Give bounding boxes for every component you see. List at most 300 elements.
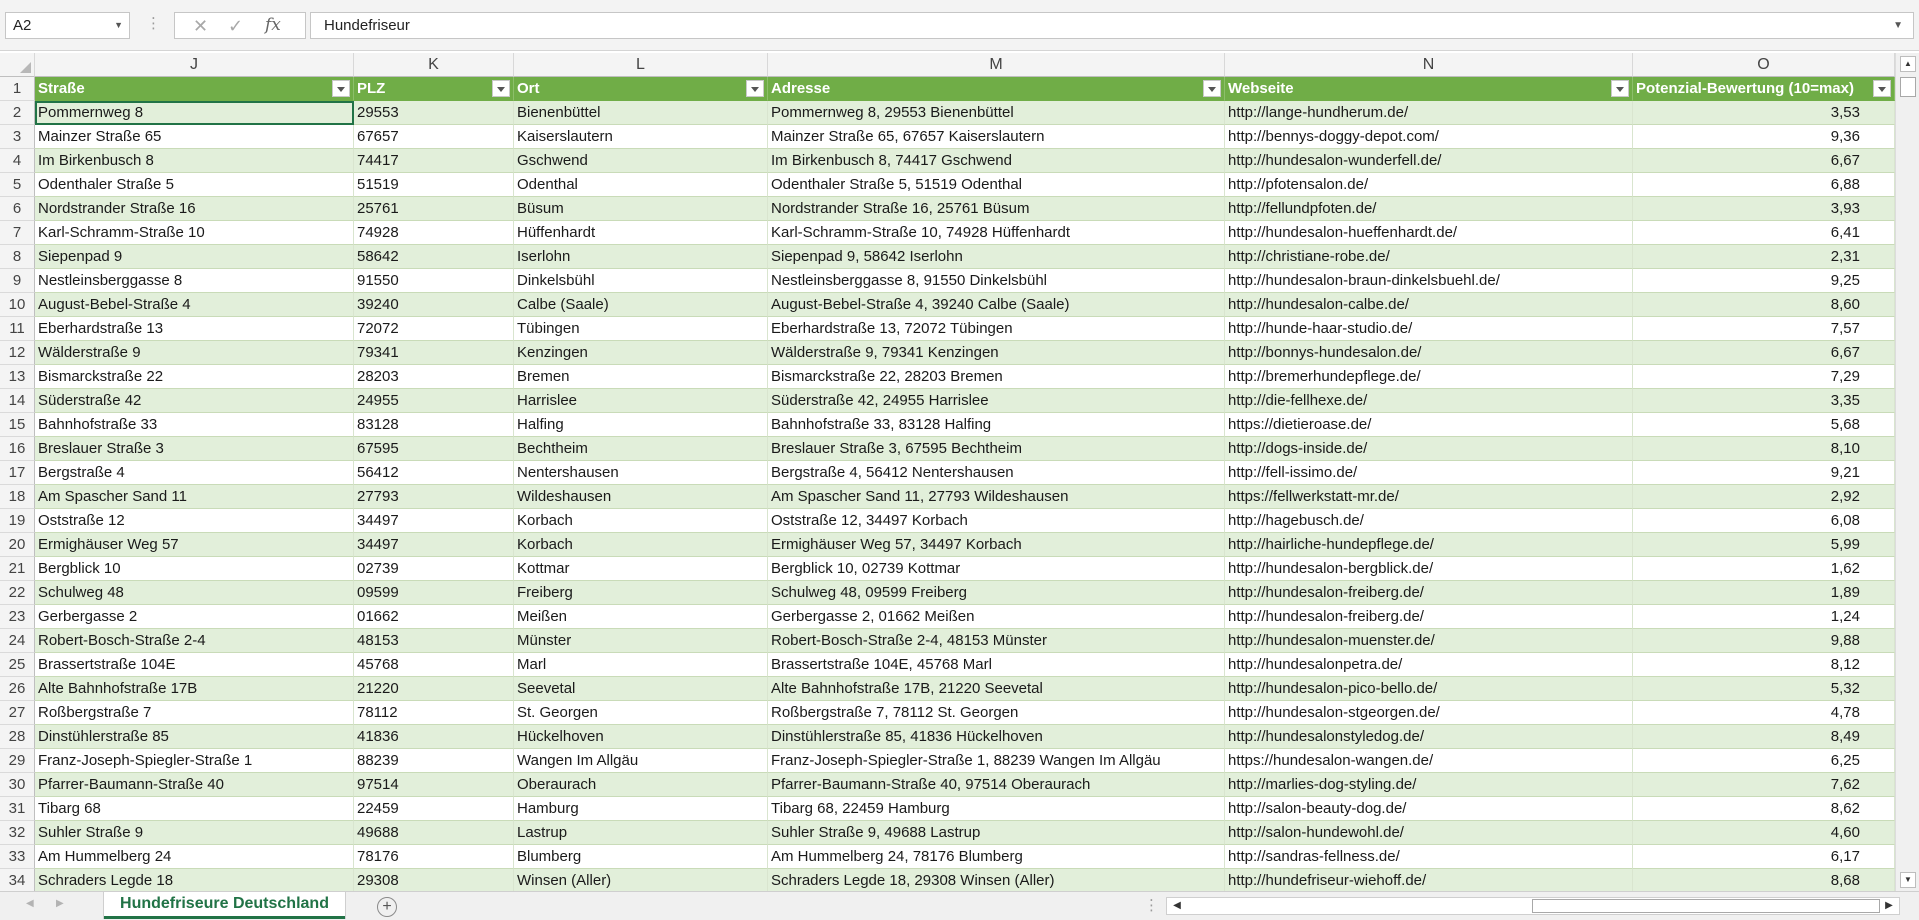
filter-dropdown-icon[interactable]: [332, 80, 350, 97]
vertical-scroll-thumb[interactable]: [1900, 77, 1916, 97]
table-cell[interactable]: [768, 557, 1225, 581]
table-cell[interactable]: [354, 413, 514, 437]
row-number[interactable]: 28: [0, 725, 35, 749]
table-cell[interactable]: [768, 413, 1225, 437]
table-cell[interactable]: [354, 245, 514, 269]
table-cell[interactable]: [354, 773, 514, 797]
scroll-left-icon[interactable]: ◀: [1173, 900, 1181, 911]
table-cell[interactable]: [1633, 869, 1895, 891]
table-cell[interactable]: [514, 125, 768, 149]
table-cell[interactable]: [354, 509, 514, 533]
row-number[interactable]: 19: [0, 509, 35, 533]
table-cell[interactable]: [354, 221, 514, 245]
table-cell[interactable]: [514, 269, 768, 293]
next-sheet-icon[interactable]: ▶: [56, 898, 64, 909]
table-cell[interactable]: [1633, 197, 1895, 221]
table-cell[interactable]: [1633, 365, 1895, 389]
table-cell[interactable]: [514, 485, 768, 509]
row-number[interactable]: 11: [0, 317, 35, 341]
table-cell[interactable]: [1225, 125, 1633, 149]
cell-text: http://hundesalonstyledog.de/: [1228, 728, 1424, 745]
table-cell[interactable]: [768, 317, 1225, 341]
table-cell[interactable]: [768, 341, 1225, 365]
table-cell[interactable]: [35, 389, 354, 413]
table-cell[interactable]: [354, 581, 514, 605]
table-cell[interactable]: [354, 197, 514, 221]
table-cell[interactable]: [35, 797, 354, 821]
table-cell[interactable]: [1225, 341, 1633, 365]
table-cell[interactable]: [768, 461, 1225, 485]
row-number[interactable]: 7: [0, 221, 35, 245]
table-cell[interactable]: [35, 773, 354, 797]
table-cell[interactable]: [1633, 629, 1895, 653]
table-cell[interactable]: [35, 101, 354, 125]
table-cell[interactable]: [1225, 293, 1633, 317]
table-cell[interactable]: [768, 125, 1225, 149]
table-cell[interactable]: [354, 389, 514, 413]
table-cell[interactable]: [1225, 677, 1633, 701]
sheet-tab-bar: [0, 891, 1919, 920]
table-cell[interactable]: [1633, 461, 1895, 485]
table-cell[interactable]: [35, 461, 354, 485]
table-cell[interactable]: [514, 797, 768, 821]
table-cell[interactable]: [768, 221, 1225, 245]
table-cell[interactable]: [1633, 749, 1895, 773]
table-cell[interactable]: [1633, 485, 1895, 509]
table-cell[interactable]: [768, 701, 1225, 725]
table-cell[interactable]: [35, 821, 354, 845]
table-cell[interactable]: [768, 821, 1225, 845]
table-cell[interactable]: [1225, 797, 1633, 821]
table-cell[interactable]: [768, 629, 1225, 653]
name-box[interactable]: [5, 12, 130, 39]
table-cell[interactable]: [35, 317, 354, 341]
table-cell[interactable]: [768, 797, 1225, 821]
table-cell[interactable]: [514, 293, 768, 317]
filter-dropdown-icon[interactable]: [1203, 80, 1221, 97]
more-options-icon[interactable]: ⋮: [146, 15, 161, 32]
table-cell[interactable]: [1225, 509, 1633, 533]
table-cell[interactable]: [514, 461, 768, 485]
table-cell[interactable]: [1225, 773, 1633, 797]
row-number[interactable]: 1: [0, 77, 35, 101]
table-cell[interactable]: [768, 269, 1225, 293]
table-cell[interactable]: [1225, 365, 1633, 389]
table-cell[interactable]: [35, 605, 354, 629]
table-cell[interactable]: [1225, 461, 1633, 485]
table-cell[interactable]: [1225, 821, 1633, 845]
cell-text: http://hundesalon-braun-dinkelsbuehl.de/: [1228, 272, 1500, 289]
row-number[interactable]: 9: [0, 269, 35, 293]
column-header-k[interactable]: K: [354, 53, 514, 77]
table-cell[interactable]: [768, 245, 1225, 269]
row-number[interactable]: 31: [0, 797, 35, 821]
row-number[interactable]: 6: [0, 197, 35, 221]
table-cell[interactable]: [768, 149, 1225, 173]
column-title-cell[interactable]: [768, 77, 1225, 101]
previous-sheet-icon[interactable]: ◀: [26, 898, 34, 909]
table-cell[interactable]: [514, 581, 768, 605]
row-number[interactable]: 21: [0, 557, 35, 581]
table-cell[interactable]: [35, 413, 354, 437]
table-cell[interactable]: [35, 845, 354, 869]
row-number[interactable]: 10: [0, 293, 35, 317]
table-cell[interactable]: [35, 677, 354, 701]
column-title-cell[interactable]: [1225, 77, 1633, 101]
cell-text: 8,68: [1830, 872, 1860, 889]
table-cell[interactable]: [1633, 173, 1895, 197]
cell-text: http://hundesalon-freiberg.de/: [1228, 584, 1424, 601]
row-number[interactable]: 16: [0, 437, 35, 461]
filter-dropdown-icon[interactable]: [746, 80, 764, 97]
cell-text: http://hundefriseur-wiehoff.de/: [1228, 872, 1427, 889]
table-cell[interactable]: [1225, 701, 1633, 725]
table-row: [0, 173, 1895, 197]
table-cell[interactable]: [768, 365, 1225, 389]
row-number[interactable]: 8: [0, 245, 35, 269]
table-cell[interactable]: [514, 173, 768, 197]
table-cell[interactable]: [1633, 797, 1895, 821]
table-cell[interactable]: [768, 293, 1225, 317]
table-cell[interactable]: [1633, 149, 1895, 173]
column-header-o[interactable]: O: [1633, 53, 1895, 77]
table-cell[interactable]: [1633, 773, 1895, 797]
filter-dropdown-icon[interactable]: [1611, 80, 1629, 97]
table-cell[interactable]: [768, 725, 1225, 749]
function-icon[interactable]: fx: [265, 15, 281, 35]
table-cell[interactable]: [768, 197, 1225, 221]
table-cell[interactable]: [514, 365, 768, 389]
cell-text: Potenzial-Bewertung (10=max): [1636, 80, 1854, 97]
table-cell[interactable]: [35, 509, 354, 533]
table-cell[interactable]: [35, 245, 354, 269]
table-cell[interactable]: [1633, 821, 1895, 845]
table-cell[interactable]: [514, 197, 768, 221]
table-cell[interactable]: [354, 437, 514, 461]
table-cell[interactable]: [768, 677, 1225, 701]
table-cell[interactable]: [514, 101, 768, 125]
table-cell[interactable]: [1633, 293, 1895, 317]
row-number[interactable]: 18: [0, 485, 35, 509]
table-row: [0, 101, 1895, 125]
row-number[interactable]: 25: [0, 653, 35, 677]
table-cell[interactable]: [354, 101, 514, 125]
cell-text: 6,25: [1830, 752, 1860, 769]
expand-formula-icon[interactable]: ▼: [1893, 20, 1903, 31]
table-cell[interactable]: [1633, 653, 1895, 677]
table-cell[interactable]: [1225, 845, 1633, 869]
row-number[interactable]: 15: [0, 413, 35, 437]
table-cell[interactable]: [514, 701, 768, 725]
filter-dropdown-icon[interactable]: [1873, 80, 1891, 97]
table-cell[interactable]: [514, 869, 768, 891]
row-number[interactable]: 23: [0, 605, 35, 629]
table-cell[interactable]: [35, 701, 354, 725]
row-number[interactable]: 13: [0, 365, 35, 389]
table-cell[interactable]: [1633, 101, 1895, 125]
check-icon[interactable]: ✓: [228, 16, 244, 36]
table-cell[interactable]: [768, 389, 1225, 413]
table-cell[interactable]: [354, 653, 514, 677]
select-all-button[interactable]: [0, 53, 35, 77]
table-cell[interactable]: [35, 365, 354, 389]
cell-text: Pfarrer-Baumann-Straße 40, 97514 Oberaurach: [771, 776, 1091, 793]
table-cell[interactable]: [768, 101, 1225, 125]
cell-text: Schulweg 48, 09599 Freiberg: [771, 584, 967, 601]
table-cell[interactable]: [1633, 125, 1895, 149]
table-cell[interactable]: [514, 629, 768, 653]
table-cell[interactable]: [514, 821, 768, 845]
table-cell[interactable]: [1633, 413, 1895, 437]
table-cell[interactable]: [514, 845, 768, 869]
table-cell[interactable]: [1225, 173, 1633, 197]
table-cell[interactable]: [1225, 725, 1633, 749]
table-cell[interactable]: [35, 293, 354, 317]
table-cell[interactable]: [1225, 149, 1633, 173]
table-cell[interactable]: [354, 533, 514, 557]
table-cell[interactable]: [514, 389, 768, 413]
table-cell[interactable]: [35, 269, 354, 293]
table-cell[interactable]: [1225, 197, 1633, 221]
table-cell[interactable]: [768, 773, 1225, 797]
table-cell[interactable]: [35, 581, 354, 605]
table-cell[interactable]: [1633, 437, 1895, 461]
table-cell[interactable]: [354, 269, 514, 293]
more-options-icon[interactable]: ⋮: [1144, 897, 1159, 914]
table-cell[interactable]: [514, 677, 768, 701]
table-cell[interactable]: [354, 701, 514, 725]
cell-text: Wälderstraße 9: [38, 344, 141, 361]
table-cell[interactable]: [35, 149, 354, 173]
row-number[interactable]: 34: [0, 869, 35, 891]
table-cell[interactable]: [1633, 845, 1895, 869]
horizontal-scrollbar[interactable]: [1166, 897, 1900, 915]
table-cell[interactable]: [35, 485, 354, 509]
table-cell[interactable]: [1633, 581, 1895, 605]
table-cell[interactable]: [35, 869, 354, 891]
table-cell[interactable]: [35, 653, 354, 677]
table-cell[interactable]: [1225, 869, 1633, 891]
table-row: [0, 869, 1895, 891]
table-cell[interactable]: [768, 173, 1225, 197]
table-cell[interactable]: [35, 341, 354, 365]
table-cell[interactable]: [1225, 437, 1633, 461]
table-cell[interactable]: [514, 509, 768, 533]
row-number[interactable]: 14: [0, 389, 35, 413]
chevron-down-icon[interactable]: ▼: [114, 20, 123, 30]
column-header-l[interactable]: L: [514, 53, 768, 77]
table-cell[interactable]: [1225, 557, 1633, 581]
table-cell[interactable]: [354, 149, 514, 173]
table-cell[interactable]: [1225, 485, 1633, 509]
table-cell[interactable]: [354, 725, 514, 749]
table-cell[interactable]: [35, 173, 354, 197]
table-cell[interactable]: [354, 845, 514, 869]
row-number[interactable]: 17: [0, 461, 35, 485]
table-cell[interactable]: [35, 197, 354, 221]
table-cell[interactable]: [354, 173, 514, 197]
table-cell[interactable]: [768, 653, 1225, 677]
close-icon[interactable]: ✕: [193, 16, 209, 36]
cell-text: 5,32: [1830, 680, 1860, 697]
table-cell[interactable]: [1225, 221, 1633, 245]
table-cell[interactable]: [35, 125, 354, 149]
table-cell[interactable]: [514, 149, 768, 173]
table-cell[interactable]: [1225, 413, 1633, 437]
table-cell[interactable]: [354, 125, 514, 149]
table-cell[interactable]: [354, 341, 514, 365]
table-cell[interactable]: [768, 509, 1225, 533]
filter-dropdown-icon[interactable]: [492, 80, 510, 97]
table-cell[interactable]: [35, 749, 354, 773]
table-cell[interactable]: [354, 317, 514, 341]
table-cell[interactable]: [354, 629, 514, 653]
table-cell[interactable]: [1225, 581, 1633, 605]
cell-text: Blumberg: [517, 848, 582, 865]
table-cell[interactable]: [35, 725, 354, 749]
table-cell[interactable]: [1633, 557, 1895, 581]
column-header-m[interactable]: M: [768, 53, 1225, 77]
spreadsheet-grid[interactable]: [0, 77, 1895, 891]
table-cell[interactable]: [35, 629, 354, 653]
table-cell[interactable]: [768, 869, 1225, 891]
vertical-scrollbar[interactable]: [1895, 53, 1919, 891]
table-cell[interactable]: [768, 749, 1225, 773]
row-number[interactable]: 3: [0, 125, 35, 149]
table-cell[interactable]: [514, 413, 768, 437]
table-cell[interactable]: [354, 557, 514, 581]
row-number[interactable]: 29: [0, 749, 35, 773]
table-cell[interactable]: [1633, 701, 1895, 725]
table-cell[interactable]: [1225, 749, 1633, 773]
add-sheet-icon[interactable]: +: [377, 897, 397, 917]
row-number[interactable]: 30: [0, 773, 35, 797]
table-cell[interactable]: [354, 485, 514, 509]
table-row: [0, 221, 1895, 245]
column-header-n[interactable]: N: [1225, 53, 1633, 77]
table-cell[interactable]: [514, 533, 768, 557]
table-cell[interactable]: [1633, 533, 1895, 557]
table-cell[interactable]: [768, 437, 1225, 461]
row-number[interactable]: 26: [0, 677, 35, 701]
cell-text: http://bonnys-hundesalon.de/: [1228, 344, 1422, 361]
table-cell[interactable]: [1225, 653, 1633, 677]
table-cell[interactable]: [354, 293, 514, 317]
table-cell[interactable]: [1225, 101, 1633, 125]
scroll-up-icon[interactable]: ▲: [1900, 56, 1916, 72]
sheet-tab-hundefriseure-deutschland[interactable]: Hundefriseure Deutschland: [104, 892, 345, 919]
table-cell[interactable]: [35, 221, 354, 245]
table-cell[interactable]: [1633, 725, 1895, 749]
cell-text: http://christiane-robe.de/: [1228, 248, 1390, 265]
table-cell[interactable]: [1633, 509, 1895, 533]
table-cell[interactable]: [1633, 317, 1895, 341]
table-cell[interactable]: [354, 749, 514, 773]
cell-text: Bismarckstraße 22: [38, 368, 164, 385]
table-cell[interactable]: [1225, 389, 1633, 413]
table-cell[interactable]: [1633, 389, 1895, 413]
table-cell[interactable]: [1225, 605, 1633, 629]
table-cell[interactable]: [1633, 677, 1895, 701]
table-cell[interactable]: [354, 677, 514, 701]
row-number[interactable]: 22: [0, 581, 35, 605]
row-number[interactable]: 27: [0, 701, 35, 725]
table-cell[interactable]: [1633, 221, 1895, 245]
table-cell[interactable]: [514, 653, 768, 677]
table-cell[interactable]: [354, 821, 514, 845]
table-cell[interactable]: [514, 437, 768, 461]
table-cell[interactable]: [514, 773, 768, 797]
row-number[interactable]: 20: [0, 533, 35, 557]
table-cell[interactable]: [514, 605, 768, 629]
cell-text: http://hundesalon-pico-bello.de/: [1228, 680, 1438, 697]
row-number[interactable]: 2: [0, 101, 35, 125]
table-cell[interactable]: [1225, 533, 1633, 557]
table-cell[interactable]: [1633, 269, 1895, 293]
row-number[interactable]: 5: [0, 173, 35, 197]
table-cell[interactable]: [1225, 245, 1633, 269]
table-cell[interactable]: [768, 485, 1225, 509]
table-cell[interactable]: [1225, 317, 1633, 341]
table-cell[interactable]: [514, 341, 768, 365]
table-cell[interactable]: [768, 605, 1225, 629]
table-cell[interactable]: [514, 317, 768, 341]
table-cell[interactable]: [354, 605, 514, 629]
table-cell[interactable]: [35, 533, 354, 557]
scroll-right-icon[interactable]: ▶: [1885, 900, 1893, 911]
horizontal-scroll-thumb[interactable]: [1532, 899, 1880, 913]
table-cell[interactable]: [1633, 341, 1895, 365]
table-cell[interactable]: [768, 581, 1225, 605]
cell-text: Wangen Im Allgäu: [517, 752, 639, 769]
table-cell[interactable]: [354, 365, 514, 389]
table-cell[interactable]: [1225, 629, 1633, 653]
row-number[interactable]: 33: [0, 845, 35, 869]
column-title-cell[interactable]: [35, 77, 354, 101]
row-number[interactable]: 32: [0, 821, 35, 845]
table-cell[interactable]: [354, 797, 514, 821]
table-cell[interactable]: [354, 461, 514, 485]
cell-text: Schraders Legde 18: [38, 872, 174, 889]
row-number[interactable]: 24: [0, 629, 35, 653]
formula-input[interactable]: [310, 12, 1914, 39]
table-cell[interactable]: [514, 245, 768, 269]
table-cell[interactable]: [768, 533, 1225, 557]
table-cell[interactable]: [1633, 605, 1895, 629]
table-cell[interactable]: [354, 869, 514, 891]
table-cell[interactable]: [768, 845, 1225, 869]
table-cell[interactable]: [514, 557, 768, 581]
table-cell[interactable]: [35, 437, 354, 461]
table-row: [0, 557, 1895, 581]
row-number[interactable]: 4: [0, 149, 35, 173]
column-title-cell[interactable]: [354, 77, 514, 101]
cell-text: http://hundesalon-freiberg.de/: [1228, 608, 1424, 625]
table-cell[interactable]: [514, 749, 768, 773]
row-number[interactable]: 12: [0, 341, 35, 365]
column-title-cell[interactable]: [514, 77, 768, 101]
column-header-j[interactable]: J: [35, 53, 354, 77]
cell-text: https://dietieroase.de/: [1228, 416, 1372, 433]
scroll-down-icon[interactable]: ▼: [1900, 872, 1916, 888]
table-cell[interactable]: [1633, 245, 1895, 269]
table-cell[interactable]: [1225, 269, 1633, 293]
column-title-cell[interactable]: [1633, 77, 1895, 101]
table-cell[interactable]: [35, 557, 354, 581]
table-cell[interactable]: [514, 221, 768, 245]
cell-text: 7,57: [1830, 320, 1860, 337]
table-cell[interactable]: [514, 725, 768, 749]
